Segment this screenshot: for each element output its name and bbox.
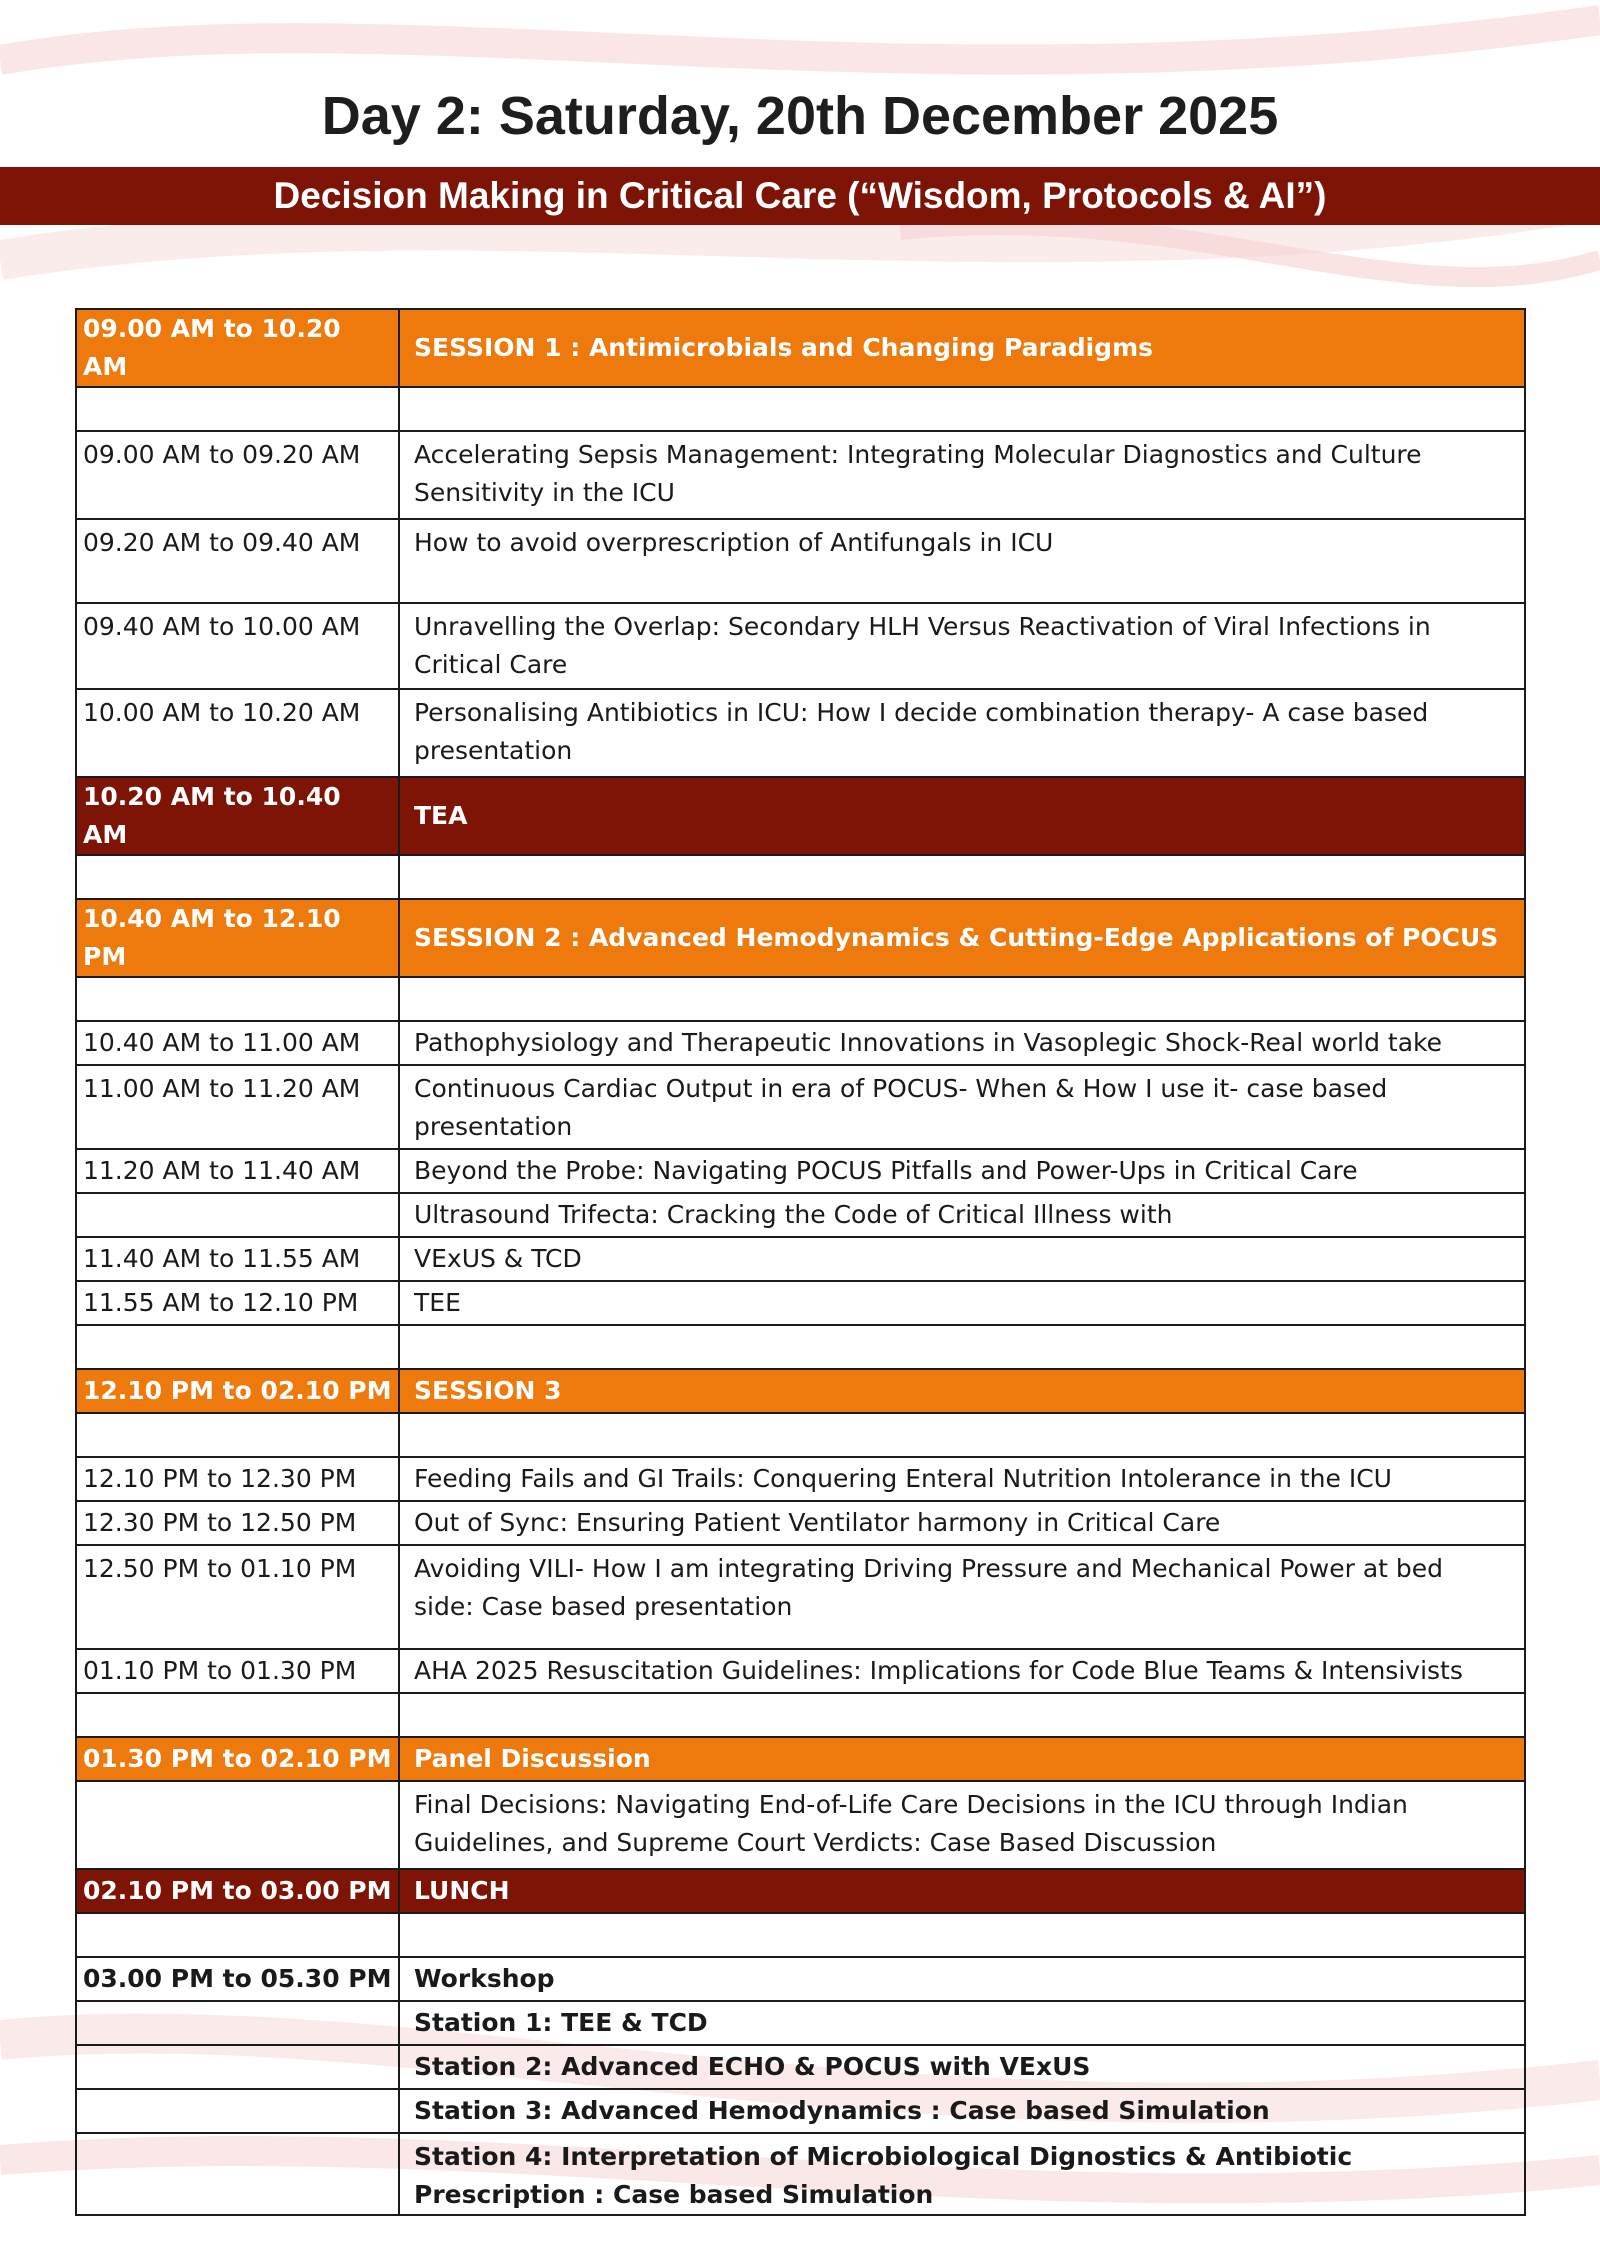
time-cell: 01.10 PM to 01.30 PM xyxy=(76,1649,399,1693)
time-cell xyxy=(76,855,399,899)
time-cell: 02.10 PM to 03.00 PM xyxy=(76,1869,399,1913)
spacer-row xyxy=(76,855,1525,899)
topic-cell: TEA xyxy=(399,777,1525,855)
time-cell: 09.00 AM to 09.20 AM xyxy=(76,431,399,519)
time-cell: 10.20 AM to 10.40 AM xyxy=(76,777,399,855)
time-cell: 12.30 PM to 12.50 PM xyxy=(76,1501,399,1545)
schedule-row xyxy=(76,431,1525,519)
session-header-row xyxy=(76,1737,1525,1781)
time-cell: 11.00 AM to 11.20 AM xyxy=(76,1065,399,1149)
time-cell xyxy=(76,1781,399,1869)
time-cell: 03.00 PM to 05.30 PM xyxy=(76,1957,399,2001)
schedule-row xyxy=(76,1545,1525,1649)
topic-cell: Station 1: TEE & TCD xyxy=(399,2001,1525,2045)
time-cell xyxy=(76,387,399,431)
topic-cell: Feeding Fails and GI Trails: Conquering Enteral Nutrition Intolerance in the ICU xyxy=(399,1457,1525,1501)
schedule-row xyxy=(76,519,1525,603)
schedule-row xyxy=(76,1237,1525,1281)
time-cell: 10.40 AM to 11.00 AM xyxy=(76,1021,399,1065)
time-cell: 12.10 PM to 02.10 PM xyxy=(76,1369,399,1413)
time-cell xyxy=(76,2001,399,2045)
time-cell: 09.00 AM to 10.20 AM xyxy=(76,309,399,387)
break-row xyxy=(76,1869,1525,1913)
schedule-row xyxy=(76,1781,1525,1869)
schedule-row xyxy=(76,1065,1525,1149)
topic-cell: Workshop xyxy=(399,1957,1525,2001)
topic-cell: Unravelling the Overlap: Secondary HLH Versus Reactivation of Viral Infections in Critical Care xyxy=(399,603,1525,689)
spacer-row xyxy=(76,1693,1525,1737)
session-header-row xyxy=(76,899,1525,977)
topic-cell: SESSION 2 : Advanced Hemodynamics & Cutting-Edge Applications of POCUS xyxy=(399,899,1525,977)
time-cell xyxy=(76,977,399,1021)
session-header-row xyxy=(76,309,1525,387)
topic-cell xyxy=(399,1913,1525,1957)
schedule-row xyxy=(76,1281,1525,1325)
topic-cell xyxy=(399,1693,1525,1737)
topic-cell: Pathophysiology and Therapeutic Innovations in Vasoplegic Shock-Real world take xyxy=(399,1021,1525,1065)
time-cell xyxy=(76,1193,399,1237)
topic-cell xyxy=(399,387,1525,431)
time-cell: 11.20 AM to 11.40 AM xyxy=(76,1149,399,1193)
schedule-table xyxy=(75,308,1526,2216)
topic-cell: Final Decisions: Navigating End-of-Life Care Decisions in the ICU through Indian Guidelines, and Supreme Court Verdicts: Case Based Discussion xyxy=(399,1781,1525,1869)
spacer-row xyxy=(76,387,1525,431)
schedule-row xyxy=(76,2089,1525,2133)
spacer-row xyxy=(76,1325,1525,1369)
topic-cell: TEE xyxy=(399,1281,1525,1325)
time-cell xyxy=(76,2133,399,2215)
schedule-row xyxy=(76,689,1525,777)
spacer-row xyxy=(76,977,1525,1021)
topic-cell: Station 3: Advanced Hemodynamics : Case based Simulation xyxy=(399,2089,1525,2133)
topic-cell: Ultrasound Trifecta: Cracking the Code of Critical Illness with xyxy=(399,1193,1525,1237)
topic-cell: Out of Sync: Ensuring Patient Ventilator harmony in Critical Care xyxy=(399,1501,1525,1545)
time-cell: 09.40 AM to 10.00 AM xyxy=(76,603,399,689)
schedule-row xyxy=(76,1457,1525,1501)
topic-cell xyxy=(399,977,1525,1021)
schedule-row xyxy=(76,1649,1525,1693)
topic-cell xyxy=(399,1325,1525,1369)
time-cell: 11.55 AM to 12.10 PM xyxy=(76,1281,399,1325)
topic-cell: LUNCH xyxy=(399,1869,1525,1913)
topic-cell: Beyond the Probe: Navigating POCUS Pitfalls and Power-Ups in Critical Care xyxy=(399,1149,1525,1193)
time-cell: 12.10 PM to 12.30 PM xyxy=(76,1457,399,1501)
topic-cell: Personalising Antibiotics in ICU: How I decide combination therapy- A case based presentation xyxy=(399,689,1525,777)
schedule-row xyxy=(76,1021,1525,1065)
schedule-row xyxy=(76,1193,1525,1237)
time-cell: 09.20 AM to 09.40 AM xyxy=(76,519,399,603)
page-title: Day 2: Saturday, 20th December 2025 xyxy=(321,86,1279,146)
topic-cell: Station 2: Advanced ECHO & POCUS with VExUS xyxy=(399,2045,1525,2089)
time-cell xyxy=(76,1413,399,1457)
session-header-row xyxy=(76,1369,1525,1413)
time-cell xyxy=(76,1913,399,1957)
schedule-row xyxy=(76,603,1525,689)
time-cell: 01.30 PM to 02.10 PM xyxy=(76,1737,399,1781)
schedule-row xyxy=(76,1149,1525,1193)
topic-cell: SESSION 3 xyxy=(399,1369,1525,1413)
time-cell xyxy=(76,1325,399,1369)
time-cell: 10.00 AM to 10.20 AM xyxy=(76,689,399,777)
time-cell xyxy=(76,1693,399,1737)
break-row xyxy=(76,777,1525,855)
time-cell: 12.50 PM to 01.10 PM xyxy=(76,1545,399,1649)
schedule-row xyxy=(76,1957,1525,2001)
topic-cell: How to avoid overprescription of Antifungals in ICU xyxy=(399,519,1525,603)
spacer-row xyxy=(76,1913,1525,1957)
time-cell xyxy=(76,2089,399,2133)
topic-cell: Continuous Cardiac Output in era of POCUS- When & How I use it- case based presentation xyxy=(399,1065,1525,1149)
topic-cell: Accelerating Sepsis Management: Integrating Molecular Diagnostics and Culture Sensitivity in the ICU xyxy=(399,431,1525,519)
topic-cell xyxy=(399,855,1525,899)
time-cell xyxy=(76,2045,399,2089)
schedule-row xyxy=(76,2001,1525,2045)
schedule-row xyxy=(76,2045,1525,2089)
theme-banner: Decision Making in Critical Care (“Wisdom, Protocols & AI”) xyxy=(0,167,1600,225)
schedule-row xyxy=(76,1501,1525,1545)
time-cell: 10.40 AM to 12.10 PM xyxy=(76,899,399,977)
topic-cell: Station 4: Interpretation of Microbiological Dignostics & Antibiotic Prescription : Case based Simulation xyxy=(399,2133,1525,2215)
topic-cell: VExUS & TCD xyxy=(399,1237,1525,1281)
topic-cell xyxy=(399,1413,1525,1457)
topic-cell: Avoiding VILI- How I am integrating Driving Pressure and Mechanical Power at bed side: Case based presentation xyxy=(399,1545,1525,1649)
schedule-row xyxy=(76,2133,1525,2215)
time-cell: 11.40 AM to 11.55 AM xyxy=(76,1237,399,1281)
spacer-row xyxy=(76,1413,1525,1457)
topic-cell: SESSION 1 : Antimicrobials and Changing Paradigms xyxy=(399,309,1525,387)
topic-cell: AHA 2025 Resuscitation Guidelines: Implications for Code Blue Teams & Intensivists xyxy=(399,1649,1525,1693)
topic-cell: Panel Discussion xyxy=(399,1737,1525,1781)
